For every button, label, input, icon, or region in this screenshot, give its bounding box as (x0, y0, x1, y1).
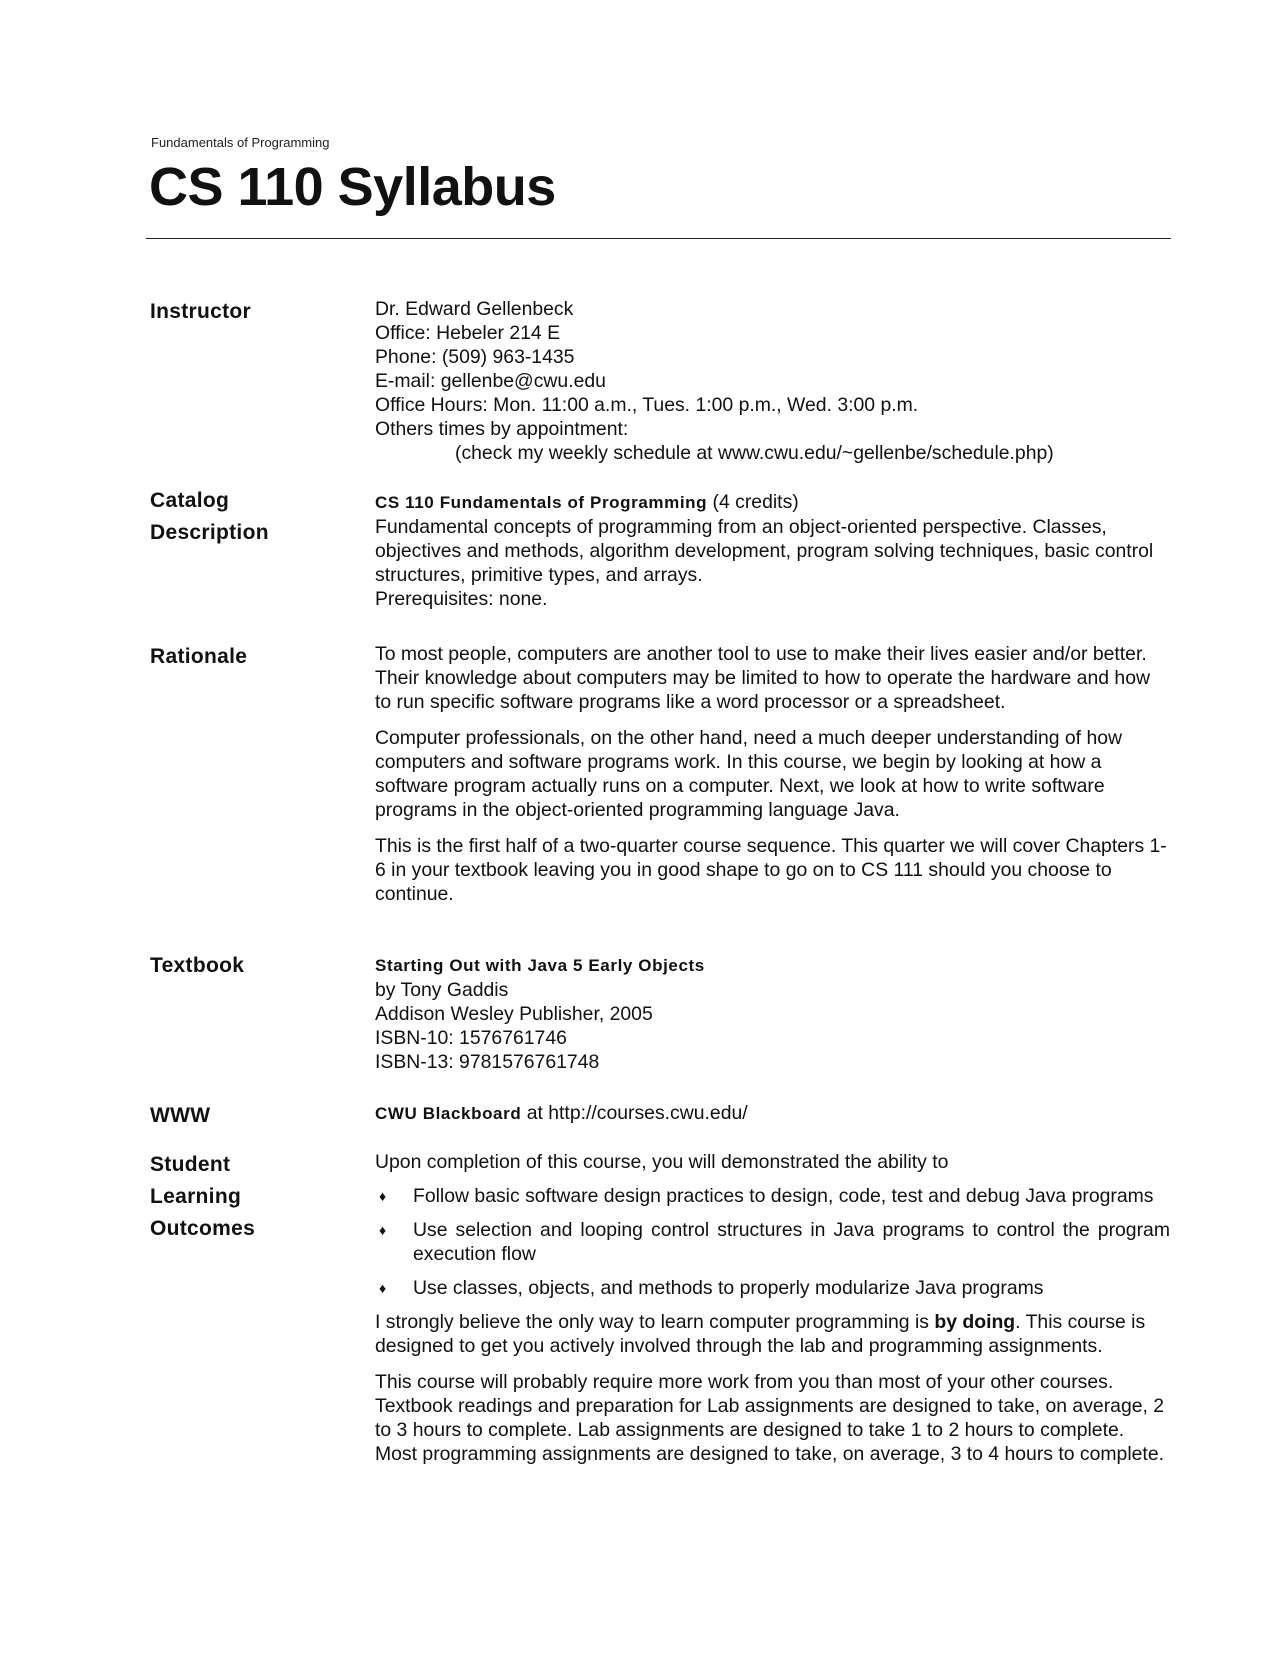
www-label: WWW (150, 1104, 211, 1127)
outcome-item-text: Use classes, objects, and methods to properly modularize Java programs (413, 1277, 1044, 1299)
outcomes-intro: Upon completion of this course, you will demonstrated the ability to (375, 1151, 949, 1173)
outcomes-label (150, 1149, 350, 1245)
outcome-item (375, 1276, 1170, 1300)
rationale-paragraph-2: Computer professionals, on the other hand, need a much deeper understanding of how computers and software programs work. In this course, we begin by looking at how a software program actually runs on a computer. Next, we look at how to write software programs in the object-oriented programming language Java. (375, 727, 1123, 821)
outcome-item (375, 1218, 1170, 1266)
rationale-paragraph-1: To most people, computers are another tool to use to make their lives easier and/or better. Their knowledge about computers may be limited to how to operate the hardware and how to run specific software programs like a word processor or a spreadsheet. (375, 643, 1150, 713)
outcomes-details (375, 1150, 1170, 1466)
outcomes-list (375, 1184, 1170, 1300)
catalog-label-line-1: Catalog (150, 489, 230, 512)
outcome-item-text: Use selection and looping control structures in Java programs to control the program execution flow (413, 1219, 1170, 1265)
instructor-name: Dr. Edward Gellenbeck (375, 298, 574, 320)
textbook-label: Textbook (150, 954, 245, 977)
diamond-bullet-icon: ♦ (379, 1188, 387, 1204)
title-divider (146, 238, 1171, 239)
rationale-details (375, 642, 1170, 906)
diamond-bullet-icon: ♦ (379, 1280, 387, 1296)
instructor-schedule-link: (check my weekly schedule at www.cwu.edu/~gellenbe/schedule.php) (455, 442, 1054, 464)
course-kicker: Fundamentals of Programming (151, 135, 330, 150)
textbook-details (375, 954, 1170, 1074)
instructor-phone: Phone: (509) 963-1435 (375, 346, 575, 368)
www-site-name: CWU Blackboard (375, 1104, 522, 1123)
catalog-label-line-2: Description (150, 521, 269, 544)
textbook-title: Starting Out with Java 5 Early Objects (375, 956, 705, 975)
instructor-email: E-mail: gellenbe@cwu.edu (375, 370, 606, 392)
instructor-office: Office: Hebeler 214 E (375, 322, 561, 344)
catalog-course-name: CS 110 Fundamentals of Programming (375, 493, 708, 512)
catalog-description: Fundamental concepts of programming from an object-oriented perspective. Classes, objectives and methods, algorithm development, program solving techniques, basic control structures, primitive types, and arrays. (375, 516, 1154, 586)
catalog-course-line (375, 490, 1170, 515)
outcome-item (375, 1184, 1170, 1208)
instructor-appointments: Others times by appointment: (375, 418, 629, 440)
textbook-isbn13: ISBN-13: 9781576761748 (375, 1051, 600, 1073)
outcomes-belief (375, 1310, 1170, 1358)
outcomes-label-line-3: Outcomes (150, 1217, 256, 1240)
outcomes-workload: This course will probably require more work from you than most of your other courses. Textbook readings and preparation for Lab assignments are designed to take, on average, 2 to 3 hours to complete. Lab assignments are designed to take 1 to 2 hours to complete. Most programming assignments are designed to take, on average, 3 to 4 hours to complete. (375, 1371, 1165, 1465)
www-line (375, 1101, 1170, 1126)
outcomes-belief-emphasis: by doing (934, 1311, 1016, 1333)
catalog-prerequisites: Prerequisites: none. (375, 588, 548, 610)
outcomes-label-line-2: Learning (150, 1185, 242, 1208)
rationale-paragraph-3: This is the first half of a two-quarter course sequence. This quarter we will cover Chapters 1- 6 in your textbook leaving you in good shape to go on to CS 111 should you choose to continue. (375, 835, 1167, 905)
outcomes-label-line-1: Student (150, 1153, 231, 1176)
instructor-label: Instructor (150, 300, 252, 323)
outcome-item-text: Follow basic software design practices to design, code, test and debug Java programs (413, 1185, 1154, 1207)
rationale-label: Rationale (150, 645, 248, 668)
diamond-bullet-icon: ♦ (379, 1222, 387, 1238)
instructor-office-hours: Office Hours: Mon. 11:00 a.m., Tues. 1:00 p.m., Wed. 3:00 p.m. (375, 394, 919, 416)
catalog-label (150, 485, 350, 549)
textbook-author: by Tony Gaddis (375, 979, 509, 1001)
catalog-details (375, 490, 1170, 611)
page-title: CS 110 Syllabus (149, 157, 556, 217)
www-url[interactable]: at http://courses.cwu.edu/ (521, 1102, 748, 1124)
outcomes-belief-after: . This course is designed to get you actively involved through the lab and programming assignments. (375, 1311, 1146, 1357)
textbook-publisher: Addison Wesley Publisher, 2005 (375, 1003, 653, 1025)
outcomes-belief-before: I strongly believe the only way to learn computer programming is (375, 1311, 935, 1333)
www-details (375, 1101, 1170, 1126)
textbook-isbn10: ISBN-10: 1576761746 (375, 1027, 567, 1049)
instructor-details (375, 297, 1170, 465)
catalog-credits: (4 credits) (707, 491, 799, 513)
